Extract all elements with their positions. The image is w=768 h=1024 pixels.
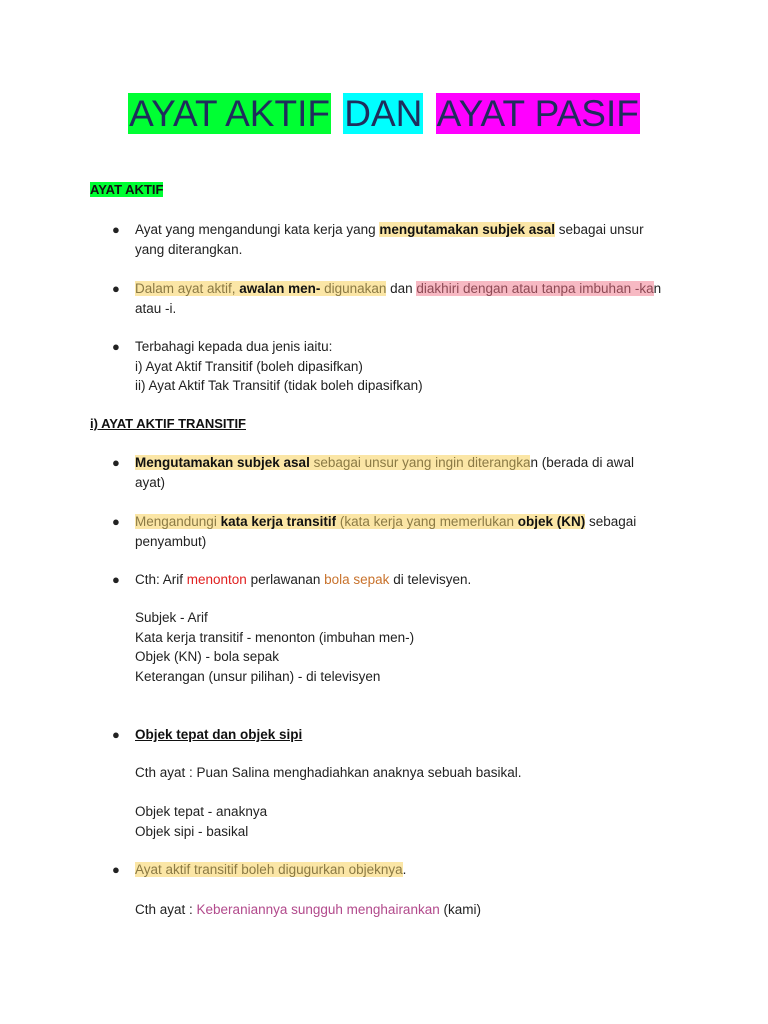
title-dan: DAN [344, 93, 423, 134]
example-keberanian: Cth ayat : Keberaniannya sungguh menghairankan (kami) [135, 902, 481, 917]
bullet-icon: ● [112, 455, 120, 470]
example-objek-breakdown: Objek tepat - anaknya Objek sipi - basikal [135, 804, 268, 839]
bullet-icon: ● [112, 281, 120, 296]
heading-ayat-aktif: AYAT AKTIF [90, 182, 164, 197]
example-breakdown: Subjek - Arif Kata kerja transitif - menonton (imbuhan men-) Objek (KN) - bola sepak Keterangan (unsur pilihan) - di televisyen [135, 610, 415, 684]
title-ayat-pasif: AYAT PASIF [436, 93, 639, 134]
list-item-definition: ● Ayat yang mengandungi kata kerja yang mengutamakan subjek asal sebagai unsur yang diterangkan. [112, 222, 644, 257]
example-objek-sentence: Cth ayat : Puan Salina menghadiahkan anaknya sebuah basikal. [135, 765, 522, 780]
bullet-icon: ● [112, 727, 120, 742]
bullet-icon: ● [112, 862, 120, 877]
list-item-digugurkan: ● Ayat aktif transitif boleh digugurkan objeknya. [112, 860, 672, 880]
bullet-icon: ● [112, 339, 120, 354]
bullet-icon: ● [112, 514, 120, 529]
highlight-diakhiri: diakhiri dengan atau tanpa imbuhan -ka [416, 281, 654, 296]
document-title [0, 92, 768, 136]
list-item-contoh-arif: ● Cth: Arif menonton perlawanan bola sepak di televisyen. [112, 570, 672, 590]
list-item-jenis: ● Terbahagi kepada dua jenis iaitu: i) Ayat Aktif Transitif (boleh dipasifkan) ii) Ayat Aktif Tak Transitif (tidak boleh dipasifkan) [112, 339, 423, 393]
heading-ayat-aktif-transitif: i) AYAT AKTIF TRANSITIF [90, 416, 246, 431]
bullet-icon: ● [112, 222, 120, 237]
list-item-mengutamakan: ● Mengutamakan subjek asal sebagai unsur yang ingin diterangkan (berada di awal ayat) [112, 455, 635, 490]
list-item-awalan: ● Dalam ayat aktif, awalan men- digunakan dan diakhiri dengan atau tanpa imbuhan -kan atau -i. [112, 281, 662, 316]
list-item-objek-tepat-sipi: ● Objek tepat dan objek sipi [112, 725, 672, 745]
title-ayat-aktif: AYAT AKTIF [129, 93, 330, 134]
bullet-icon: ● [112, 572, 120, 587]
list-item-mengandungi: ● Mengandungi kata kerja transitif (kata kerja yang memerlukan objek (KN) sebagai penyambut) [112, 514, 637, 549]
highlight-mengutamakan: mengutamakan subjek asal [379, 222, 555, 237]
